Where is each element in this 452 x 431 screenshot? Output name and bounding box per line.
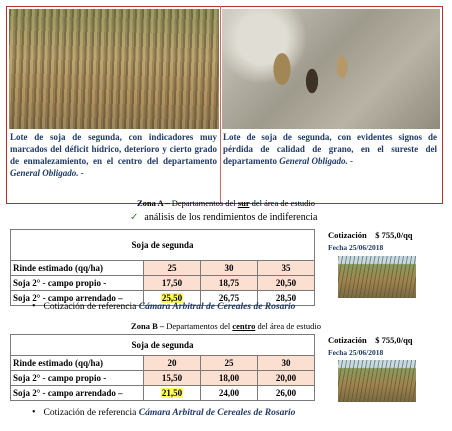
right-photo-caption: Lote de soja de segunda, con evidentes signos de pérdida de calidad de grano, en el sureste del departamento General Obligado. - (223, 132, 437, 166)
zone-b-title: Zona B – Departamentos del centro del área de estudio (131, 321, 321, 331)
left-photo-caption: Lote de soja de segunda, con indicadores muy marcados del déficit hídrico, deterioro y cierto grado de enmalezamiento, en el centro del departamento General Obligado. - (10, 132, 217, 178)
damaged-soybean-pods-photo (222, 9, 440, 129)
table-row: Soja 2° - campo arrendado – 25,50 26,75 28,50 (11, 291, 315, 306)
table-row: Rinde estimado (qq/ha) 20 25 30 (11, 356, 315, 371)
zone-a-cotizacion: Cotización $ 755,0/qq Fecha 25/06/2018 (328, 230, 413, 252)
table-row: Soja 2° - campo arrendado – 21,50 24,00 26,00 (11, 386, 315, 401)
zone-a-title: Zona A – Departamentos del sur del área de estudio (136, 198, 316, 208)
soy-field-photo (338, 360, 416, 402)
highlighted-value: 21,50 (161, 388, 183, 398)
table-row: Soja 2° - campo propio - 17,50 18,75 20,50 (11, 276, 315, 291)
checkmark-icon: ✓ (130, 212, 139, 223)
dry-soybean-field-photo (9, 9, 219, 129)
highlighted-value: 25,50 (161, 293, 183, 303)
table-header: Soja de segunda (11, 335, 315, 356)
bullet-icon: • (32, 407, 36, 418)
table-header: Soja de segunda (11, 230, 315, 261)
zone-a-reference: • Cotización de referencia Cámara Arbitral de Cereales de Rosario (32, 301, 296, 312)
table-row: Rinde estimado (qq/ha) 25 30 35 (11, 261, 315, 276)
zone-b-reference: • Cotización de referencia Cámara Arbitral de Cereales de Rosario (32, 407, 296, 418)
bullet-icon: • (32, 301, 36, 312)
indifference-analysis-line: ✓ análisis de los rendimientos de indiferencia (130, 212, 318, 223)
zone-a-table (10, 229, 315, 306)
zone-b-cotizacion: Cotización $ 755,0/qq Fecha 25/06/2018 (328, 335, 413, 357)
table-row: Soja 2° - campo propio - 15,50 18,00 20,00 (11, 371, 315, 386)
soy-field-photo (338, 256, 416, 298)
zone-b-table (10, 334, 315, 401)
frame-divider (220, 6, 221, 204)
